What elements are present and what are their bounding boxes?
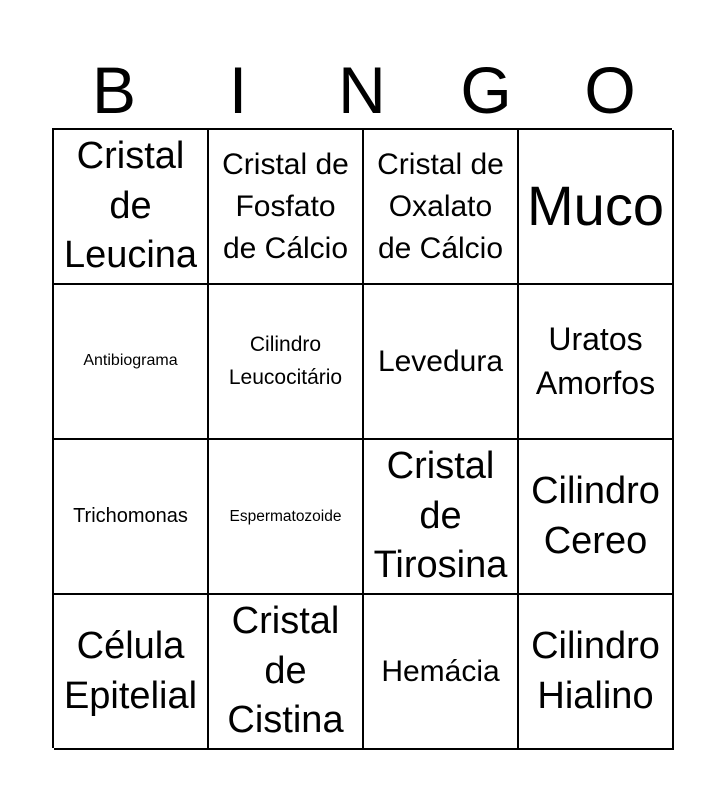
cell-text-line: Muco bbox=[527, 174, 664, 238]
header-letter-g: G bbox=[460, 53, 512, 127]
cell-text-line: Cereo bbox=[543, 519, 648, 562]
cell-text-line: Amorfos bbox=[535, 364, 656, 401]
bingo-cell-r2c3[interactable] bbox=[364, 285, 519, 440]
bingo-cell-r3c3[interactable] bbox=[364, 440, 519, 595]
cell-text-line: Antibiograma bbox=[83, 352, 178, 370]
cell-text-line: Cristal de bbox=[222, 147, 349, 181]
bingo-header bbox=[52, 52, 672, 128]
bingo-cell-r3c4[interactable] bbox=[519, 440, 674, 595]
bingo-cell-r1c1[interactable] bbox=[54, 130, 209, 285]
bingo-cell-r3c2[interactable] bbox=[209, 440, 364, 595]
cell-text-line: de Cálcio bbox=[377, 231, 504, 265]
cell-text-line: Cristal de bbox=[377, 147, 504, 181]
cell-text-line: Espermatozoide bbox=[229, 507, 342, 525]
cell-text-line: Hemácia bbox=[381, 654, 500, 688]
header-letter-i: I bbox=[228, 53, 248, 127]
bingo-cell-r2c1[interactable] bbox=[54, 285, 209, 440]
cell-text-line: de bbox=[109, 184, 152, 227]
cell-text-line: Leucina bbox=[63, 234, 198, 277]
cell-text-line: Uratos bbox=[548, 321, 643, 358]
bingo-cell-r1c3[interactable] bbox=[364, 130, 519, 285]
bingo-cell-r3c1[interactable] bbox=[54, 440, 209, 595]
cell-text-line: de bbox=[264, 649, 307, 692]
bingo-cell-r2c4[interactable] bbox=[519, 285, 674, 440]
header-letter-o: O bbox=[584, 53, 636, 127]
cell-text-line: de bbox=[419, 494, 462, 537]
bingo-cell-r2c2[interactable] bbox=[209, 285, 364, 440]
cell-text-line: de Cálcio bbox=[222, 231, 349, 265]
cell-text-line: Cristal bbox=[386, 445, 495, 488]
bingo-cell-r4c1[interactable] bbox=[54, 595, 209, 750]
cell-text-line: Cristal bbox=[231, 600, 340, 643]
cell-text-line: Leucocitário bbox=[228, 365, 343, 389]
bingo-cell-r4c4[interactable] bbox=[519, 595, 674, 750]
bingo-cell-r1c4[interactable] bbox=[519, 130, 674, 285]
bingo-board bbox=[52, 128, 672, 748]
cell-text-line: Hialino bbox=[537, 674, 654, 717]
bingo-cell-r4c3[interactable] bbox=[364, 595, 519, 750]
cell-text-line: Cistina bbox=[227, 699, 344, 742]
cell-text-line: Epitelial bbox=[63, 674, 198, 717]
cell-text-line: Trichomonas bbox=[73, 505, 188, 527]
header-letter-b: B bbox=[91, 53, 137, 127]
cell-text-line: Tirosina bbox=[373, 544, 508, 587]
cell-text-line: Célula bbox=[76, 625, 185, 668]
cell-text-line: Cristal bbox=[76, 135, 185, 178]
cell-text-line: Levedura bbox=[377, 344, 504, 378]
header-letter-n: N bbox=[338, 53, 386, 127]
cell-text-line: Fosfato bbox=[235, 189, 336, 223]
cell-text-line: Cilindro bbox=[249, 332, 322, 356]
cell-text-line: Cilindro bbox=[531, 470, 660, 513]
bingo-cell-r4c2[interactable] bbox=[209, 595, 364, 750]
cell-text-line: Cilindro bbox=[531, 625, 660, 668]
cell-text-line: Oxalato bbox=[388, 189, 493, 223]
bingo-cell-r1c2[interactable] bbox=[209, 130, 364, 285]
